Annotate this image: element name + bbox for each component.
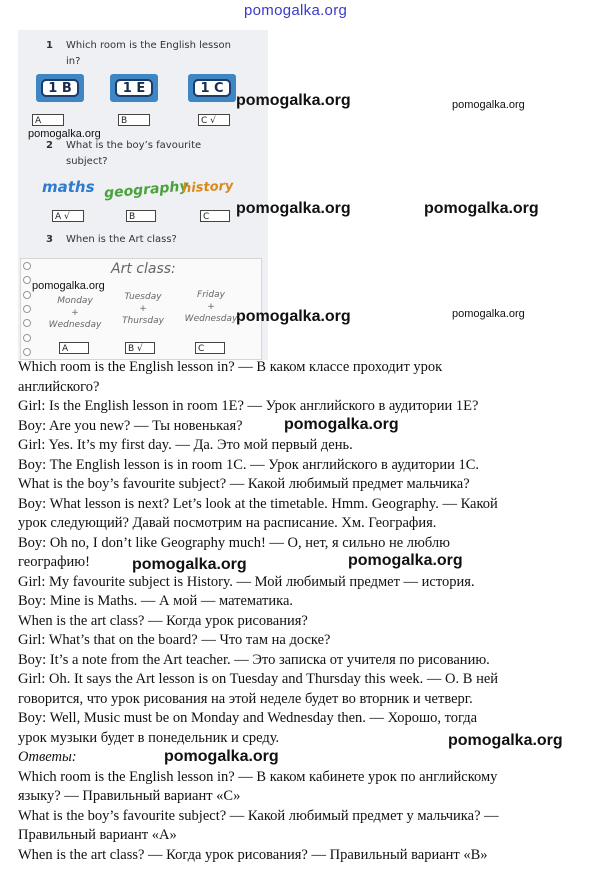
q3-answer-c[interactable]: C	[195, 342, 225, 354]
text-line: Girl: Yes. It’s my first day. — Да. Это мой первый день.	[18, 437, 353, 453]
watermark[interactable]: pomogalka.org	[28, 128, 101, 140]
text-line: Girl: What’s that on the board? — Что там на доске?	[18, 632, 331, 648]
subject-geography: geography	[103, 178, 190, 202]
text-line: Which room is the English lesson in? — В каком классе проходит урок	[18, 359, 443, 375]
watermark[interactable]: pomogalka.org	[448, 732, 563, 749]
watermark[interactable]: pomogalka.org	[236, 200, 351, 217]
note-option-b-days: Tuesday + Thursday	[122, 292, 164, 326]
room-sign-1b	[36, 74, 84, 102]
text-line: Boy: Mine is Maths. — А мой — математика.	[18, 593, 294, 609]
subject-history: history	[181, 178, 234, 197]
room-label-1b: 1 B	[41, 79, 79, 97]
text-line: Boy: Well, Music must be on Monday and Wednesday then. — Хорошо, тогда	[18, 710, 478, 726]
art-class-note	[20, 258, 262, 360]
textbook-excerpt	[18, 30, 268, 360]
text-line: Girl: Oh. It says the Art lesson is on Tuesday and Thursday this week. — О. В ней	[18, 671, 499, 687]
note-option-c-days: Friday + Wednesday	[184, 290, 238, 324]
q3-answer-a[interactable]: A	[59, 342, 89, 354]
text-line: урок следующий? Давай посмотрим на расписание. Хм. География.	[18, 515, 437, 531]
text-line: Boy: The English lesson is in room 1C. — Урок английского в аудитории 1C.	[18, 456, 480, 473]
dialogue-translation	[18, 358, 598, 865]
watermark[interactable]: pomogalka.org	[452, 99, 525, 111]
watermark[interactable]: pomogalka.org	[236, 92, 351, 109]
watermark[interactable]: pomogalka.org	[284, 416, 399, 433]
text-line: урок музыки будет в понедельник и среду.	[18, 729, 280, 746]
text-line: What is the boy’s favourite subject? — Какой любимый предмет мальчика?	[18, 476, 470, 492]
note-option-a-days: Monday + Wednesday	[48, 296, 102, 330]
question-3-number: 3	[46, 234, 53, 245]
q2-answer-c[interactable]: C	[200, 210, 230, 222]
text-line: What is the boy’s favourite subject? — Какой любимый предмет у мальчика? —	[18, 807, 499, 824]
text-line: языку? — Правильный вариант «C»	[18, 788, 241, 804]
watermark[interactable]: pomogalka.org	[236, 308, 351, 325]
text-line: говорится, что урок рисования на этой неделе будет во вторник и четверг.	[18, 690, 473, 707]
q1-answer-c[interactable]: C √	[198, 114, 230, 126]
q2-answer-b[interactable]: B	[126, 210, 156, 222]
subject-maths: maths	[42, 178, 95, 196]
note-title: Art class:	[111, 261, 176, 277]
text-line: Girl: My favourite subject is History. — Мой любимый предмет — история.	[18, 573, 475, 590]
question-1-number: 1	[46, 40, 53, 51]
room-sign-1e	[110, 74, 158, 102]
question-1-line-1: Which room is the English lesson	[66, 40, 231, 51]
q2-answer-a[interactable]: A √	[52, 210, 84, 222]
watermark[interactable]: pomogalka.org	[348, 552, 463, 569]
text-line: Which room is the English lesson in? — В каком кабинете урок по английскому	[18, 768, 498, 785]
text-line: Girl: Is the English lesson in room 1E? — Урок английского в аудитории 1E?	[18, 398, 479, 414]
room-sign-1c	[188, 74, 236, 102]
text-line: When is the art class? — Когда урок рисования? — Правильный вариант «B»	[18, 846, 488, 863]
question-3-text: When is the Art class?	[66, 234, 177, 245]
watermark[interactable]: pomogalka.org	[424, 200, 539, 217]
question-1-text	[66, 38, 231, 70]
question-2-number: 2	[46, 140, 53, 151]
room-label-1c: 1 C	[193, 79, 231, 97]
text-line: Правильный вариант «A»	[18, 827, 177, 843]
text-line: географию!	[18, 554, 90, 570]
q1-answer-b[interactable]: B	[118, 114, 150, 126]
text-line: английского?	[18, 378, 100, 395]
room-label-1e: 1 E	[115, 79, 153, 97]
question-2-line-2: subject?	[66, 156, 108, 167]
q1-answer-a[interactable]: A	[32, 114, 64, 126]
watermark[interactable]: pomogalka.org	[132, 556, 247, 573]
text-line: Boy: It’s a note from the Art teacher. — Это записка от учителя по рисованию.	[18, 651, 490, 668]
text-line: When is the art class? — Когда урок рисования?	[18, 612, 308, 629]
watermark[interactable]: pomogalka.org	[32, 280, 105, 292]
text-line: Boy: Are you new? — Ты новенькая?	[18, 417, 243, 434]
text-line: Boy: Oh no, I don’t like Geography much! — О, нет, я сильно не люблю	[18, 534, 450, 551]
answers-heading: Ответы:	[18, 749, 77, 765]
q3-answer-b[interactable]: B √	[125, 342, 155, 354]
question-2-line-1: What is the boy’s favourite	[66, 140, 202, 151]
text-line: Boy: What lesson is next? Let’s look at the timetable. Hmm. Geography. — Какой	[18, 495, 498, 512]
watermark-top[interactable]: pomogalka.org	[244, 2, 348, 19]
question-1-line-2: in?	[66, 56, 81, 67]
note-binding-holes	[21, 259, 33, 359]
watermark[interactable]: pomogalka.org	[452, 308, 525, 320]
watermark[interactable]: pomogalka.org	[164, 748, 279, 765]
question-2-text	[66, 138, 201, 170]
